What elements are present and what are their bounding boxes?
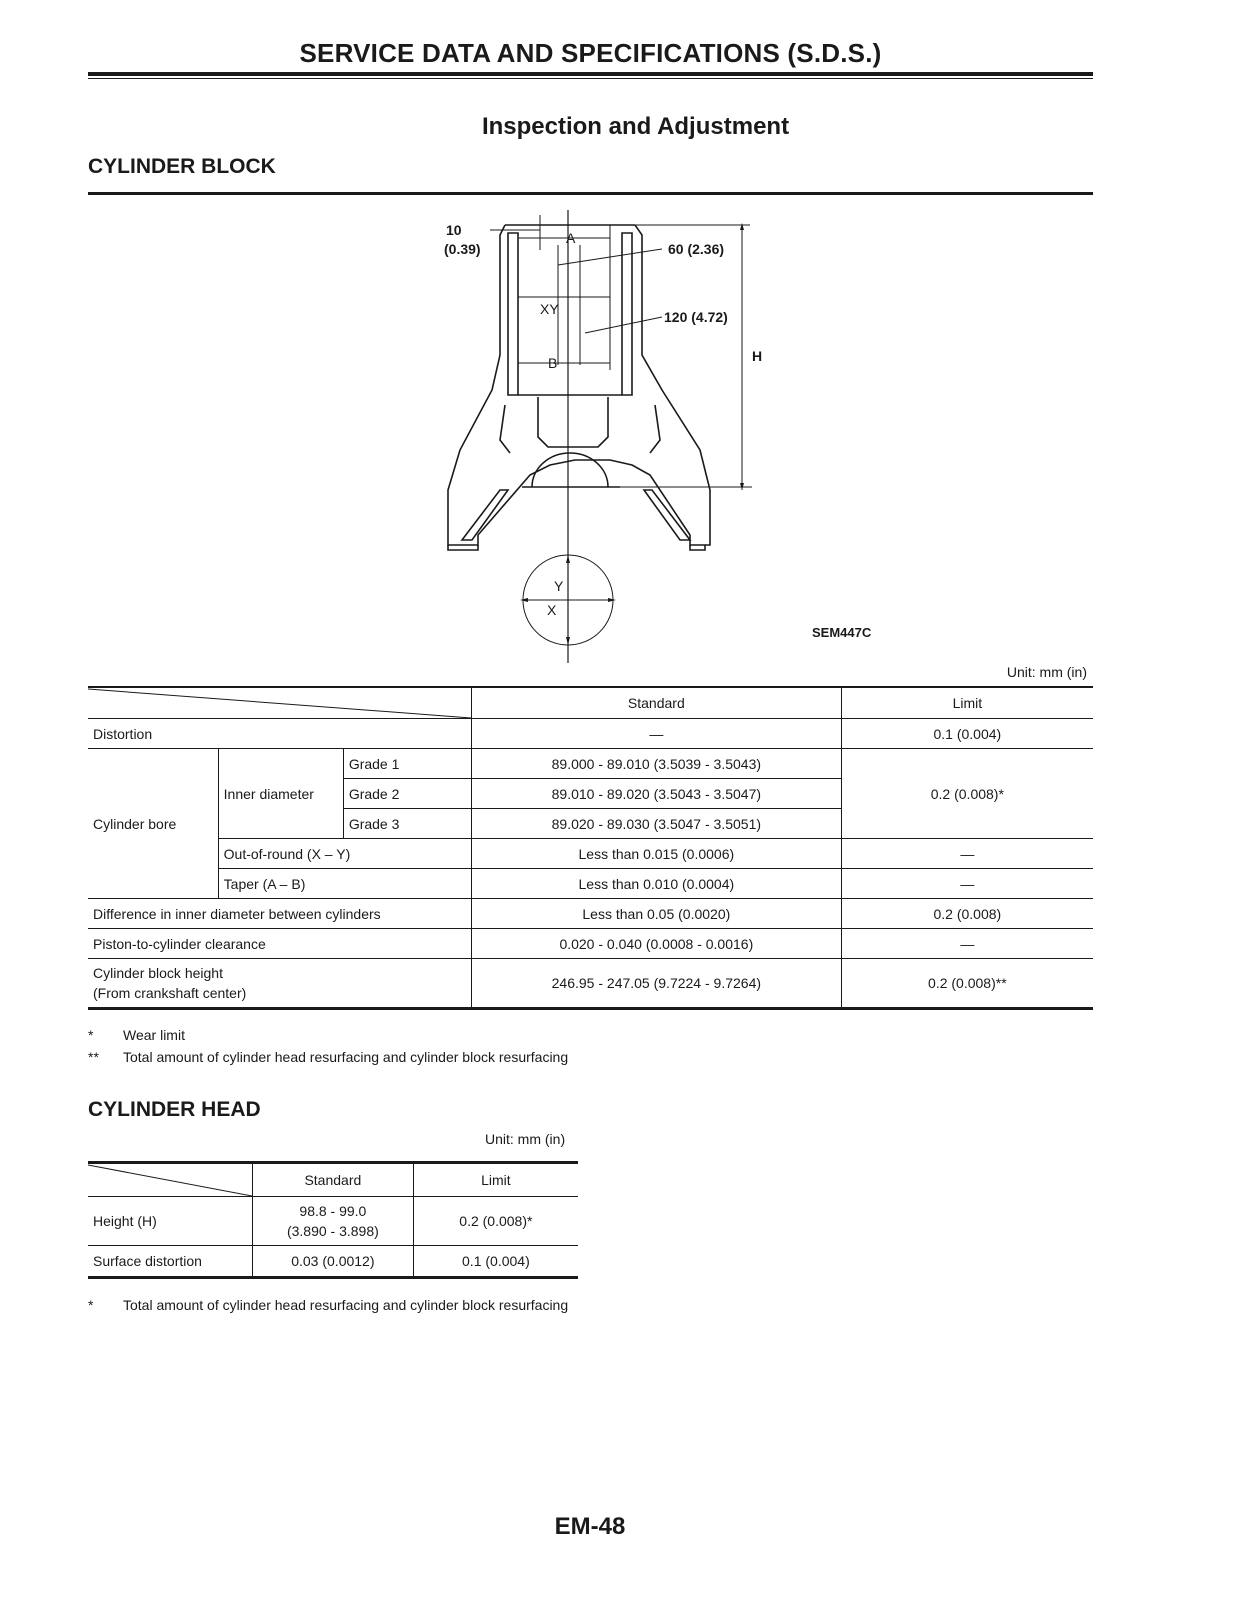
standard-value: Less than 0.015 (0.0006) bbox=[472, 839, 842, 869]
note-text: Wear limit bbox=[123, 1027, 185, 1043]
sub-row-label: Taper (A – B) bbox=[218, 869, 471, 899]
y-label: Y bbox=[554, 578, 564, 594]
figure-code: SEM447C bbox=[812, 625, 872, 640]
note-mark: ** bbox=[88, 1049, 99, 1065]
sub-row-label: Inner diameter bbox=[218, 749, 343, 839]
table-row bbox=[88, 959, 1093, 1009]
limit-value: 0.1 (0.004) bbox=[841, 719, 1093, 749]
table-row bbox=[88, 719, 1093, 749]
cylinder-block-rule bbox=[88, 192, 1093, 195]
cylinder-block-diagram bbox=[400, 205, 800, 675]
row-label: Height (H) bbox=[88, 1197, 253, 1246]
standard-value: 89.010 - 89.020 (3.5043 - 3.5047) bbox=[472, 779, 842, 809]
xy-label: XY bbox=[540, 301, 559, 317]
note-mark: * bbox=[88, 1297, 94, 1313]
standard-header: Standard bbox=[472, 687, 842, 719]
standard-value: 246.95 - 247.05 (9.7224 - 9.7264) bbox=[472, 959, 842, 1009]
standard-value: — bbox=[472, 719, 842, 749]
row-label: Distortion bbox=[88, 719, 472, 749]
header-rule bbox=[88, 72, 1093, 76]
standard-value: 0.020 - 0.040 (0.0008 - 0.0016) bbox=[472, 929, 842, 959]
note-mark: * bbox=[88, 1027, 94, 1043]
table-header-row bbox=[88, 1163, 578, 1197]
dim-60-label: 60 (2.36) bbox=[668, 241, 725, 257]
dim-10-label: 10 bbox=[446, 222, 462, 238]
grade-label: Grade 3 bbox=[343, 809, 471, 839]
table-row bbox=[88, 1246, 578, 1278]
cylinder-block-heading: CYLINDER BLOCK bbox=[88, 155, 276, 178]
limit-value: 0.2 (0.008) bbox=[841, 899, 1093, 929]
h-label: H bbox=[752, 348, 763, 364]
row-label: Surface distortion bbox=[88, 1246, 253, 1278]
gusset-left bbox=[462, 490, 508, 540]
row-label-line1: Cylinder block height bbox=[93, 965, 223, 981]
limit-value: — bbox=[841, 929, 1093, 959]
cylinder-block-table bbox=[88, 686, 1093, 1010]
table-header-row bbox=[88, 687, 1093, 719]
standard-line1: 98.8 - 99.0 bbox=[299, 1203, 367, 1219]
standard-header: Standard bbox=[253, 1163, 414, 1197]
table-row bbox=[88, 1197, 578, 1246]
a-label: A bbox=[566, 230, 576, 246]
row-label: Cylinder bore bbox=[88, 749, 218, 899]
standard-value: 89.000 - 89.010 (3.5039 - 3.5043) bbox=[472, 749, 842, 779]
diagonal-header-cell bbox=[88, 687, 472, 719]
row-label-line2: (From crankshaft center) bbox=[93, 985, 247, 1001]
bore-wall-left bbox=[508, 233, 518, 395]
note-text: Total amount of cylinder head resurfacing and cylinder block resurfacing bbox=[123, 1049, 569, 1065]
sub-row-label: Out-of-round (X – Y) bbox=[218, 839, 471, 869]
limit-value: — bbox=[841, 839, 1093, 869]
diagonal-line bbox=[88, 688, 471, 718]
cylinder-block-notes bbox=[88, 1024, 568, 1068]
b-label: B bbox=[548, 355, 558, 371]
row-label: Piston-to-cylinder clearance bbox=[88, 929, 472, 959]
section-title: Inspection and Adjustment bbox=[481, 113, 790, 140]
standard-value: Less than 0.010 (0.0004) bbox=[472, 869, 842, 899]
row-label bbox=[88, 959, 472, 1009]
limit-value: 0.1 (0.004) bbox=[413, 1246, 578, 1278]
limit-value: 0.2 (0.008)* bbox=[841, 749, 1093, 839]
note-item bbox=[88, 1024, 568, 1046]
table-row bbox=[88, 929, 1093, 959]
limit-value: — bbox=[841, 869, 1093, 899]
cylinder-head-table bbox=[88, 1161, 578, 1279]
bearing-web bbox=[500, 405, 660, 453]
table-row bbox=[88, 869, 1093, 899]
table-row bbox=[88, 749, 1093, 779]
note-item bbox=[88, 1046, 568, 1068]
table-row bbox=[88, 839, 1093, 869]
block-outer-wall bbox=[448, 225, 710, 545]
cylinder-head-note bbox=[88, 1296, 578, 1314]
standard-line2: (3.890 - 3.898) bbox=[286, 1223, 379, 1239]
limit-header: Limit bbox=[841, 687, 1093, 719]
limit-header: Limit bbox=[413, 1163, 578, 1197]
bearing-cap bbox=[538, 397, 608, 447]
journal-arc bbox=[532, 453, 608, 487]
gusset-right bbox=[644, 490, 690, 540]
bore-wall-right bbox=[622, 233, 632, 395]
cylinder-block-unit: Unit: mm (in) bbox=[1006, 664, 1087, 680]
dim-10-in-label: (0.39) bbox=[444, 241, 481, 257]
standard-value: 0.03 (0.0012) bbox=[253, 1246, 414, 1278]
x-label: X bbox=[547, 602, 557, 618]
dim-120-label: 120 (4.72) bbox=[664, 309, 728, 325]
row-label: Difference in inner diameter between cylinders bbox=[88, 899, 472, 929]
diagonal-header-cell bbox=[88, 1163, 253, 1197]
grade-label: Grade 2 bbox=[343, 779, 471, 809]
diagonal-line bbox=[88, 1164, 252, 1196]
page-number: EM-48 bbox=[554, 1513, 626, 1540]
grade-label: Grade 1 bbox=[343, 749, 471, 779]
note-text: Total amount of cylinder head resurfacing and cylinder block resurfacing bbox=[123, 1297, 569, 1313]
limit-value: 0.2 (0.008)** bbox=[841, 959, 1093, 1009]
standard-value: 89.020 - 89.030 (3.5047 - 3.5051) bbox=[472, 809, 842, 839]
cylinder-head-heading: CYLINDER HEAD bbox=[88, 1098, 261, 1121]
header-rule-thin bbox=[88, 78, 1093, 79]
standard-value bbox=[253, 1197, 414, 1246]
page-title: SERVICE DATA AND SPECIFICATIONS (S.D.S.) bbox=[299, 38, 882, 68]
table-row bbox=[88, 899, 1093, 929]
standard-value: Less than 0.05 (0.0020) bbox=[472, 899, 842, 929]
cylinder-head-unit: Unit: mm (in) bbox=[485, 1131, 566, 1147]
limit-value: 0.2 (0.008)* bbox=[413, 1197, 578, 1246]
